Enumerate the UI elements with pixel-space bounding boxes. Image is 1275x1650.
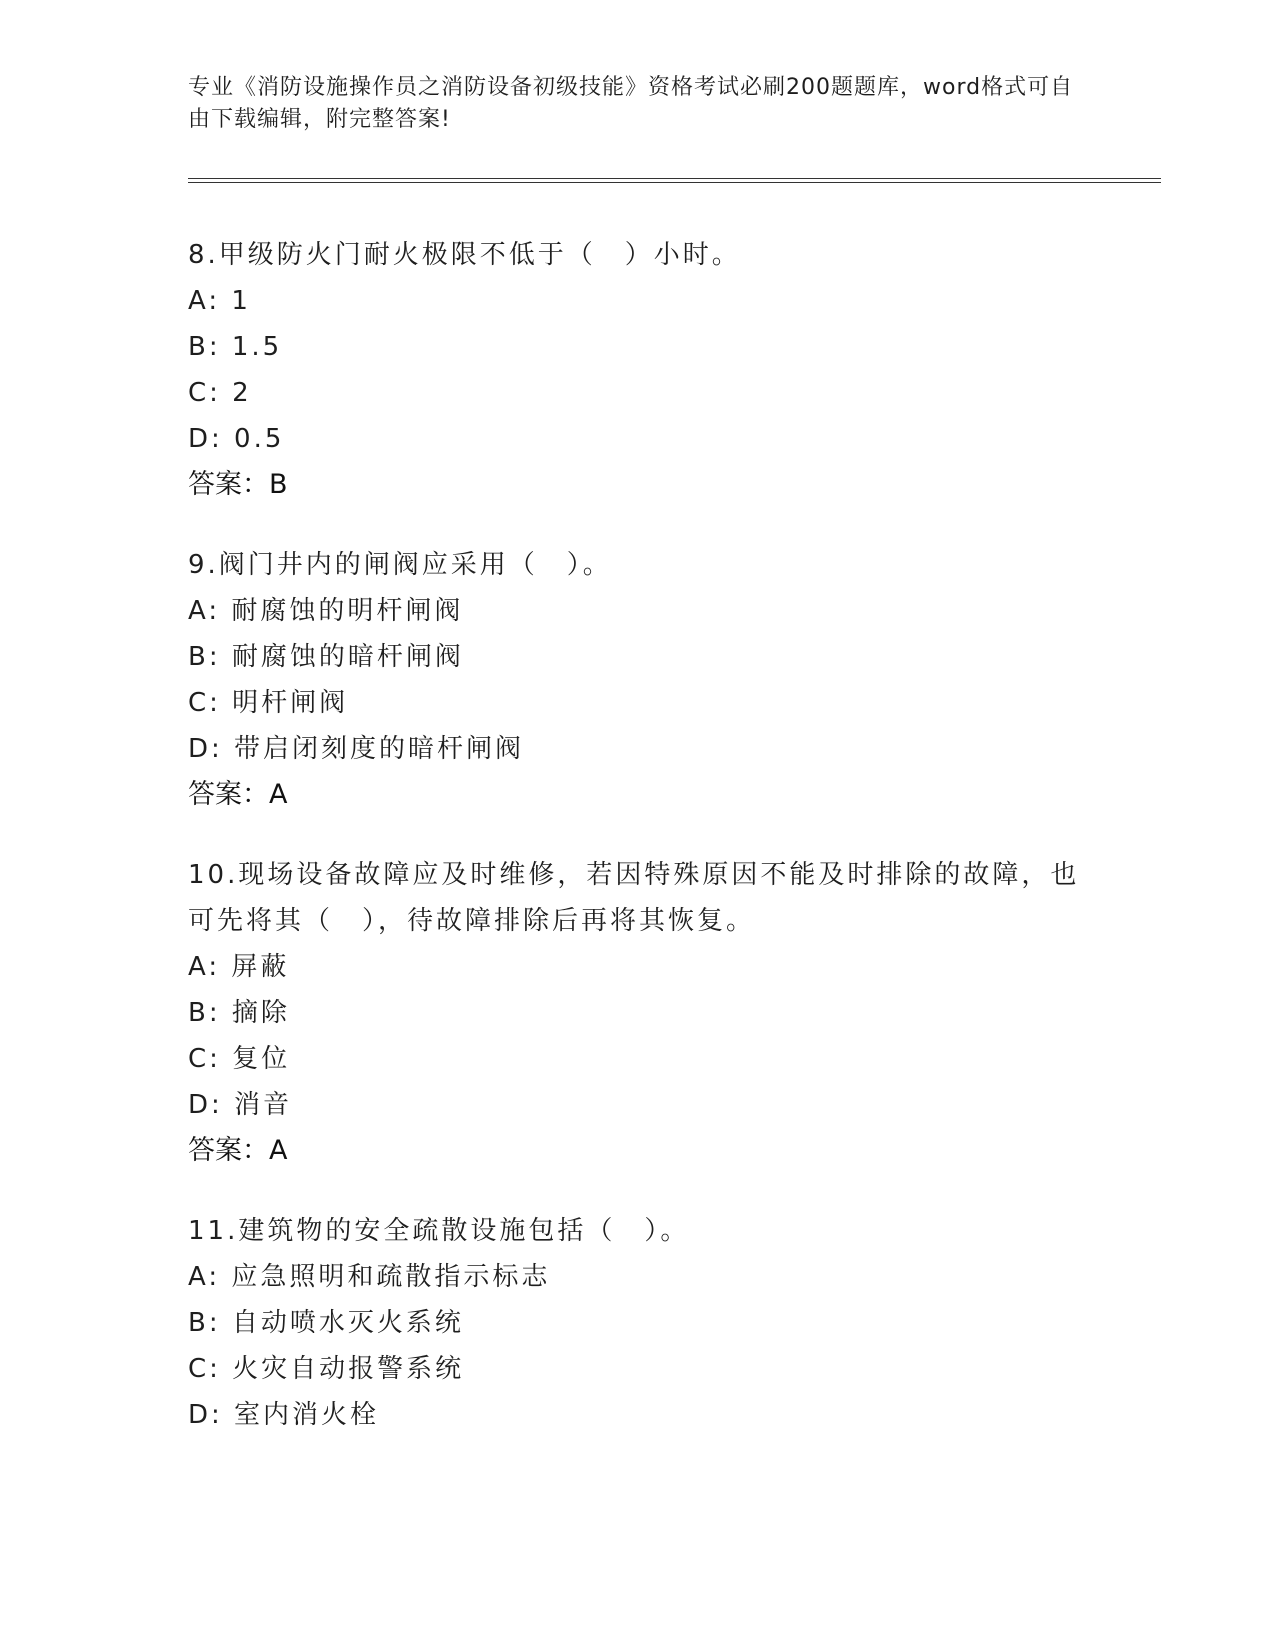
question-stem: 11.建筑物的安全疏散设施包括（ ）。 (188, 1216, 690, 1246)
question-list (188, 232, 1088, 1472)
option-a: A: 耐腐蚀的明杆闸阀 (188, 596, 464, 626)
option-b: B: 摘除 (188, 998, 290, 1028)
question-8 (188, 232, 1088, 508)
option-b: B: 耐腐蚀的暗杆闸阀 (188, 642, 464, 672)
header-text: 专业《消防设施操作员之消防设备初级技能》资格考试必刷200题题库，word格式可自由下载编辑，附完整答案! (188, 75, 1074, 132)
answer: 答案：B (188, 469, 288, 500)
option-a: A: 应急照明和疏散指示标志 (188, 1262, 551, 1292)
question-stem: 8.甲级防火门耐火极限不低于（ ）小时。 (188, 240, 741, 270)
header-double-rule (188, 178, 1161, 183)
question-10 (188, 852, 1088, 1174)
question-stem: 9.阀门井内的闸阀应采用（ ）。 (188, 550, 612, 580)
option-b: B: 1.5 (188, 332, 283, 362)
document-header (188, 72, 1088, 136)
option-d: D: 室内消火栓 (188, 1400, 380, 1430)
option-d: D: 0.5 (188, 424, 285, 454)
option-c: C: 2 (188, 378, 252, 408)
answer: 答案：A (188, 779, 288, 810)
answer: 答案：A (188, 1135, 288, 1166)
option-c: C: 火灾自动报警系统 (188, 1354, 465, 1384)
option-d: D: 带启闭刻度的暗杆闸阀 (188, 734, 525, 764)
question-stem: 10.现场设备故障应及时维修，若因特殊原因不能及时排除的故障，也可先将其（ ），待故障排除后再将其恢复。 (188, 860, 1080, 936)
option-b: B: 自动喷水灭火系统 (188, 1308, 464, 1338)
option-a: A: 1 (188, 286, 251, 316)
question-11 (188, 1208, 1088, 1438)
option-c: C: 复位 (188, 1044, 291, 1074)
question-9 (188, 542, 1088, 818)
option-a: A: 屏蔽 (188, 952, 290, 982)
option-c: C: 明杆闸阀 (188, 688, 349, 718)
option-d: D: 消音 (188, 1090, 293, 1120)
